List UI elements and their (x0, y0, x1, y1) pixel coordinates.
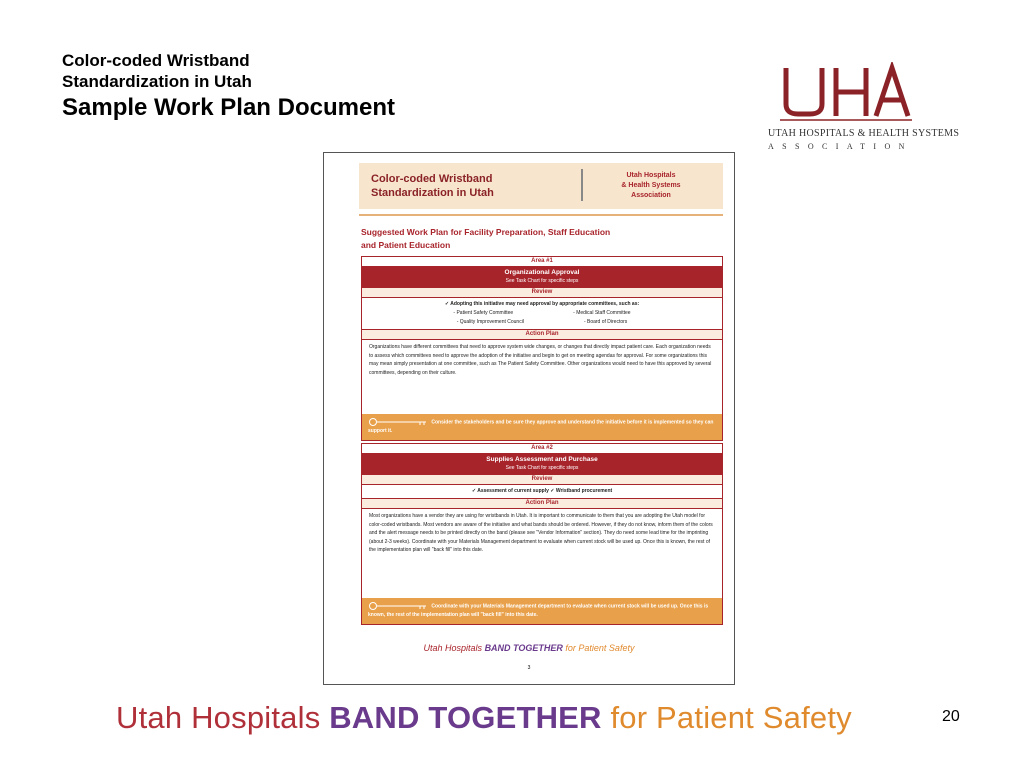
area-title-band (362, 266, 722, 287)
uha-logo (768, 62, 960, 156)
doc-page-number: 3 (527, 665, 531, 671)
area-2 (361, 443, 723, 625)
area-title-band (362, 453, 722, 474)
footer-part-2: BAND TOGETHER (329, 700, 602, 735)
action-plan-label: Action Plan (362, 329, 722, 340)
logo-subtitle-2: ASSOCIATION (768, 142, 913, 151)
area-subtitle: See Task Chart for specific steps (505, 465, 579, 471)
area-1 (361, 256, 723, 441)
doc-banner-title: Color-coded Wristband Standardization in Utah (371, 173, 494, 199)
key-icon (368, 602, 430, 610)
tip-box (362, 414, 722, 440)
key-icon (368, 418, 430, 426)
slide-title (62, 50, 395, 123)
review-body (362, 485, 722, 498)
doc-banner-rule (359, 214, 723, 216)
review-label: Review (362, 474, 722, 485)
area-label: Area #2 (531, 445, 553, 451)
title-line-3: Sample Work Plan Document (62, 94, 395, 121)
action-plan-text: Organizations have different committees that need to approve system wide changes, or changes that directly impact patient care. Each organization needs to assess which committees need to approve the adoption of the initiative and begin to get on meeting agendas for approval. For some organizations this may mean simply presentation at one committee, such as The Patient Safety Committee. Other organizations would need to have this approved by several committees, depending on their culture. (369, 344, 712, 376)
review-item: - Patient Safety Committee (453, 310, 514, 316)
area-title: Supplies Assessment and Purchase (486, 456, 598, 463)
logo-subtitle-1: UTAH HOSPITALS & HEALTH SYSTEMS (768, 128, 960, 139)
tip-text: Coordinate with your Materials Management department to evaluate when current stock will be used up. Once this is known, the rest of the implementation plan will "back fill" into this date. (368, 603, 709, 618)
review-label: Review (362, 287, 722, 298)
doc-banner-separator (581, 169, 583, 201)
review-body (362, 298, 722, 329)
slide-footer-tagline (116, 700, 852, 736)
action-plan-label: Action Plan (362, 498, 722, 509)
review-item: - Medical Staff Committee (573, 310, 631, 316)
action-plan-text: Most organizations have a vendor they are using for wristbands in Utah. It is important to communicate to them that you are adopting the Utah model for color-coded wristbands. Most vendors are aware of the initiative and what bands should be ordered. However, if they do not know, inform them of the colors and the alert message needs to be printed directly on the band (please see "Vendor Information" section). They do need some lead time for the imprinting (about 2-3 weeks). Coordinate with your Materials Management department to evaluate when current stock will be used up. Once this is known, the rest of the implementation plan will "back fill" into this date. (369, 513, 713, 553)
uha-logo-mark (780, 62, 912, 122)
review-intro: ✓ Adopting this initiative may need approval by appropriate committees, such as: (444, 301, 640, 307)
title-line-1: Color-coded Wristband (62, 51, 250, 70)
area-title: Organizational Approval (504, 269, 580, 276)
review-item: - Board of Directors (583, 319, 628, 325)
doc-banner-org: Utah Hospitals & Health Systems Association (621, 172, 681, 199)
tip-box (362, 598, 722, 624)
footer-part-1: Utah Hospitals (116, 700, 330, 735)
doc-heading: Suggested Work Plan for Facility Preparation, Staff Education and Patient Education (361, 227, 611, 250)
area-subtitle: See Task Chart for specific steps (505, 278, 579, 284)
slide-number: 20 (942, 708, 960, 725)
doc-footer: Utah Hospitals BAND TOGETHER for Patient Safety (423, 643, 635, 653)
review-intro: ✓ Assessment of current supply ✓ Wristband procurement (471, 488, 613, 494)
sample-document (323, 152, 735, 685)
review-item: - Quality Improvement Council (456, 319, 524, 325)
tip-text: Consider the stakeholders and be sure they approve and understand the initiative before it is implemented so they can support it. (368, 419, 714, 434)
footer-part-3: for Patient Safety (601, 700, 852, 735)
doc-banner (359, 163, 723, 209)
title-line-2: Standardization in Utah (62, 72, 252, 91)
area-label: Area #1 (531, 258, 553, 264)
